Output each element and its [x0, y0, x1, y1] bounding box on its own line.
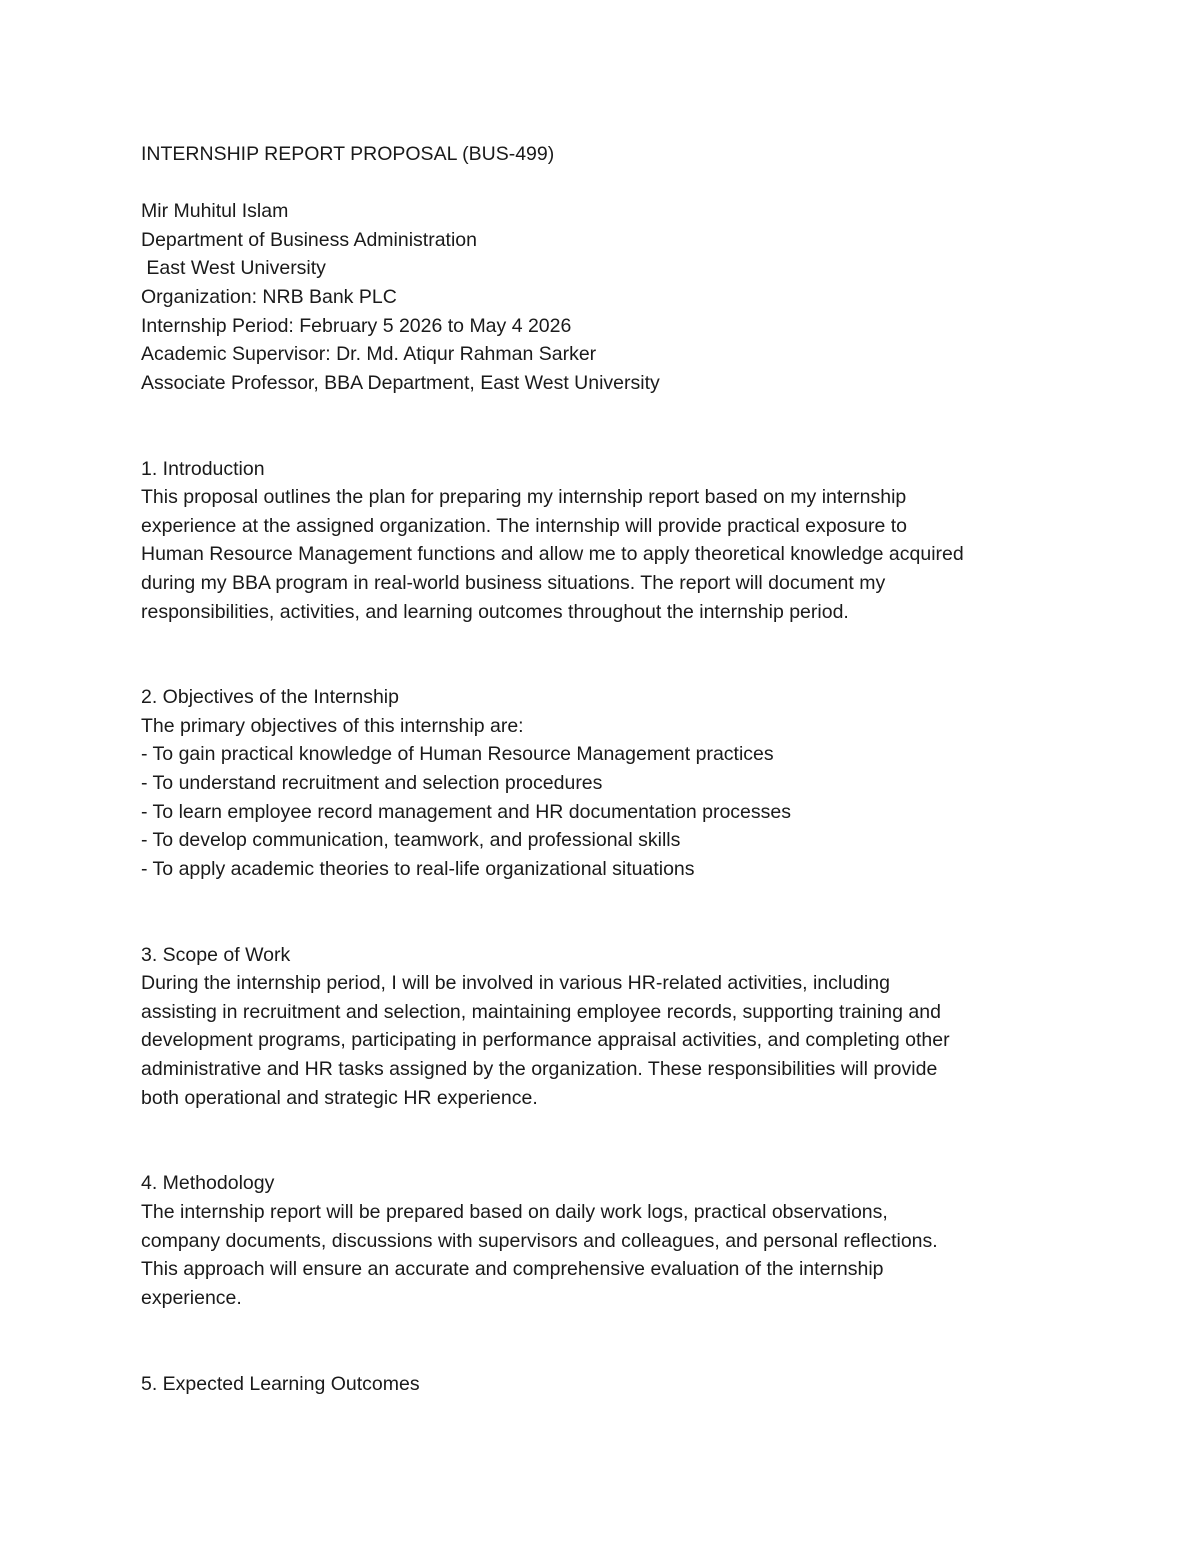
- list-item: - To gain practical knowledge of Human Resource Management practices: [141, 743, 774, 766]
- scope-paragraph: [141, 969, 1071, 1112]
- department: Department of Business Administration: [141, 228, 477, 251]
- paragraph-line: During the internship period, I will be involved in various HR-related activities, including: [141, 972, 890, 995]
- section-heading-methodology: 4. Methodology: [141, 1172, 275, 1195]
- paragraph-line: assisting in recruitment and selection, maintaining employee records, supporting training and: [141, 1000, 941, 1023]
- list-item: - To apply academic theories to real-life organizational situations: [141, 857, 695, 880]
- spacer: [141, 1312, 1071, 1369]
- paragraph-line: The internship report will be prepared based on daily work logs, practical observations,: [141, 1200, 888, 1223]
- methodology-paragraph: [141, 1198, 1071, 1312]
- supervisor-title: Associate Professor, BBA Department, East West University: [141, 371, 660, 394]
- introduction-paragraph: [141, 483, 1071, 626]
- section-heading-objectives: 2. Objectives of the Internship: [141, 686, 399, 709]
- paragraph-line: during my BBA program in real-world business situations. The report will document my: [141, 571, 886, 594]
- organization: Organization: NRB Bank PLC: [141, 285, 397, 308]
- paragraph-line: experience at the assigned organization. The internship will provide practical exposure to: [141, 514, 908, 537]
- university: East West University: [141, 257, 326, 280]
- paragraph-line: both operational and strategic HR experience.: [141, 1086, 538, 1109]
- paragraph-line: This approach will ensure an accurate and comprehensive evaluation of the internship: [141, 1258, 884, 1281]
- internship-period: Internship Period: February 5 2026 to May 4 2026: [141, 314, 572, 337]
- document-page: [141, 140, 1071, 1398]
- objectives-intro: The primary objectives of this internship are:: [141, 714, 524, 737]
- spacer: [141, 397, 1071, 454]
- paragraph-line: administrative and HR tasks assigned by the organization. These responsibilities will provide: [141, 1058, 938, 1080]
- list-item: - To learn employee record management and HR documentation processes: [141, 800, 791, 823]
- spacer: [141, 883, 1071, 940]
- objectives-list: [141, 740, 1071, 883]
- spacer: [141, 1112, 1071, 1169]
- section-heading-scope: 3. Scope of Work: [141, 943, 291, 966]
- spacer: [141, 169, 1071, 198]
- paragraph-line: development programs, participating in performance appraisal activities, and completing other: [141, 1029, 950, 1052]
- author-name: Mir Muhitul Islam: [141, 200, 289, 223]
- paragraph-line: This proposal outlines the plan for preparing my internship report based on my internship: [141, 486, 907, 509]
- paragraph-line: responsibilities, activities, and learning outcomes throughout the internship period.: [141, 600, 849, 623]
- academic-supervisor: Academic Supervisor: Dr. Md. Atiqur Rahman Sarker: [141, 343, 597, 366]
- list-item: - To understand recruitment and selection procedures: [141, 772, 603, 795]
- document-title: INTERNSHIP REPORT PROPOSAL (BUS-499): [141, 143, 555, 165]
- paragraph-line: company documents, discussions with supervisors and colleagues, and personal reflections.: [141, 1229, 938, 1252]
- paragraph-line: Human Resource Management functions and allow me to apply theoretical knowledge acquired: [141, 543, 964, 566]
- spacer: [141, 626, 1071, 683]
- section-heading-introduction: 1. Introduction: [141, 457, 265, 480]
- list-item: - To develop communication, teamwork, and professional skills: [141, 829, 681, 852]
- section-heading-outcomes: 5. Expected Learning Outcomes: [141, 1372, 420, 1395]
- paragraph-line: experience.: [141, 1286, 242, 1309]
